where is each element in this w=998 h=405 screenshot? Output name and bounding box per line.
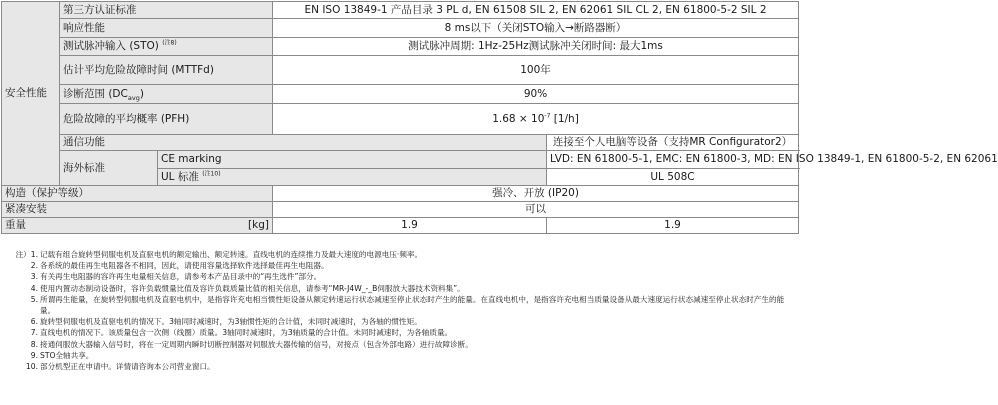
row-value: $1.68 \times 10^{-7}$ [1/h] — [273, 104, 799, 135]
row-label: UL 标准 $^{(注10)}$ — [158, 169, 547, 186]
table-row — [2, 135, 799, 151]
row-label: 测试脉冲输入 (STO) $^{(注8)}$ — [60, 38, 273, 56]
row-value: 测试脉冲周期: 1Hz-25Hz测试脉冲关闭时间: 最大1ms — [273, 38, 799, 56]
group-safety: 安全性能 — [2, 2, 60, 186]
row-label: 第三方认证标准 — [60, 2, 273, 19]
group-weight: 重量 [kg] — [2, 218, 273, 234]
table-row — [2, 186, 799, 202]
spec-table — [1, 1, 998, 234]
table-row — [2, 19, 799, 38]
row-value: 1.9 — [273, 218, 547, 234]
row-value: 可以 — [273, 202, 799, 218]
row-value: 90% — [273, 85, 799, 104]
row-value: 1.9 — [547, 218, 799, 234]
footnote: 10. 部分机型正在申请中。详情请咨询本公司营业窗口。 — [25, 362, 215, 372]
footnote: 5. 所谓再生能量，在旋转型伺服电机及直驱电机中，是指容许充电相当惯性矩设备从额定转速运行状态减速至停止状态时产生的能量。在直线电机中，是指容许充电相当质量设备从最大速度运行状态减速至停止状态时产生的能量。 — [30, 294, 785, 316]
group-structure: 构造（保护等级） — [2, 186, 273, 202]
table-row — [2, 104, 799, 135]
footnote: 4. 使用内置动态制动设备时，容许负载惯量比值及容许负载质量比值的相关信息，请参考“MR-J4W_-_B伺服放大器技术资料集”。 — [30, 283, 465, 293]
row-value: 100年 — [273, 56, 799, 85]
note-ref: (注10) — [202, 170, 221, 177]
row-value: UL 508C — [547, 169, 799, 186]
row-value: 8 ms以下（关闭STO输入→断路器断） — [273, 19, 799, 38]
footnote: 9. STO全轴共享。 — [30, 350, 94, 360]
group-comm: 通信功能 — [60, 135, 547, 151]
row-label: 估计平均危险故障时间 (MTTFd) — [60, 56, 273, 85]
table-row — [2, 218, 799, 234]
footnote: 6. 旋转型伺服电机及直驱电机的情况下。3轴同时减速时，为3轴惯性矩的合计值，未同时减速时，为各轴的惯性矩。 — [30, 317, 422, 327]
table-row — [2, 202, 799, 218]
footnote: 3. 有关再生电阻器的容许再生电量相关信息，请参考本产品目录中的“再生选件”部分。 — [30, 272, 322, 282]
row-label: 诊断范围 $(DC_{avg})$ — [60, 85, 273, 104]
weight-unit: [kg] — [248, 219, 269, 231]
footnote: 7. 直线电机的情况下。该质量包含一次侧（线圈）质量。3轴同时减速时，为3轴质量的合计值。未同时减速时，为各轴质量。 — [30, 328, 453, 338]
table-row — [2, 2, 799, 19]
row-label: 响应性能 — [60, 19, 273, 38]
row-label: CE marking — [158, 151, 547, 169]
row-label: 危险故障的平均概率 (PFH) — [60, 104, 273, 135]
row-value: LVD: EN 61800-5-1, EMC: EN 61800-3, MD: EN ISO 13849-1, EN 61800-5-2, EN 62061 — [547, 151, 799, 169]
footnote: 8. 接通伺服放大器输入信号时，将在一定周期内瞬时切断控制器对伺服放大器传输的信号，对接点（包含外部电路）进行故障诊断。 — [30, 339, 473, 349]
group-mount: 紧凑安装 — [2, 202, 273, 218]
table-row — [2, 38, 799, 56]
row-value: 强冷、开放 (IP20) — [273, 186, 799, 202]
footnote: 2. 各系统的最佳再生电阻器各不相同，因此，请使用容量选择软件选择最佳再生电阻器。 — [30, 261, 329, 271]
note-ref: (注8) — [162, 39, 177, 47]
row-value: EN ISO 13849-1 产品目录 3 PL d, EN 61508 SIL 2, EN 62061 SIL CL 2, EN 61800-5-2 SIL 2 — [273, 2, 799, 19]
footnote: 注）1. 记载有组合旋转型伺服电机及直驱电机的额定输出、额定转速。直线电机的连续推力及最大速度的电源电压·频率。 — [15, 250, 423, 259]
footnotes — [2, 249, 798, 372]
group-overseas: 海外标准 — [60, 151, 158, 186]
table-row — [2, 85, 799, 104]
table-row — [2, 151, 799, 169]
row-value: 连接至个人电脑等设备（支持MR Configurator2） — [547, 135, 799, 151]
table-row — [2, 56, 799, 85]
